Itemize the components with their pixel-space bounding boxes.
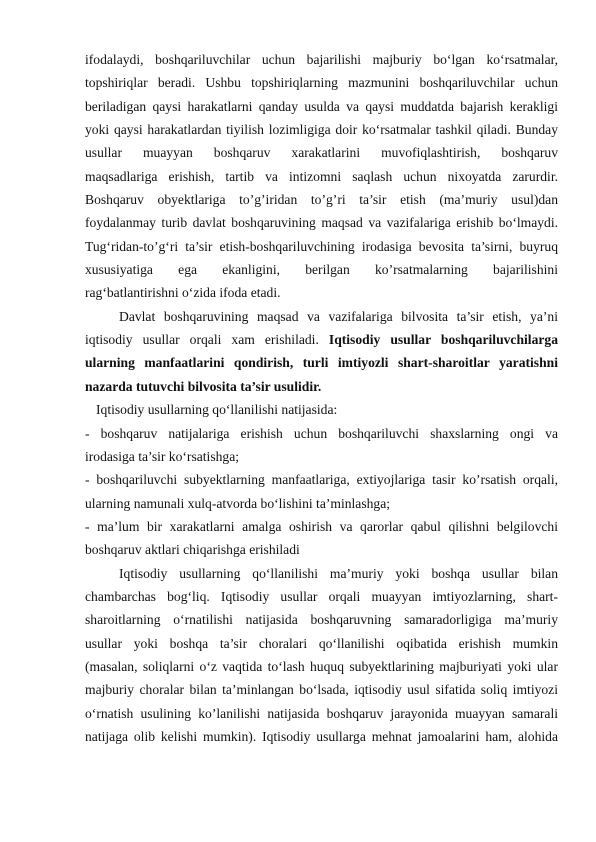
text-line: - ma’lum bir xarakatlarni amalga oshirish va qarorlar qabul qilishni belgilovchi [85,518,558,534]
text-line: Davlat boshqaruvining maqsad va vazifalariga bilvosita ta’sir etish, ya’ni [119,308,558,324]
text-line: majburiy choralar bilan ta’minlangan bo‘lsada, iqtisodiy usul sifatida soliq imtiyozi [85,682,558,698]
text-line: beriladigan qaysi harakatlarni qanday usulda va qaysi muddatda bajarish kerakligi [85,98,558,114]
text-line: o‘rnatish usulining ko’lanilishi natijasida boshqaruv jarayonida muayyan samarali [85,705,558,721]
text-segment: iqtisodiy usullar orqali xam erishiladi. [85,332,329,348]
text-line: (masalan, soliqlarni o‘z vaqtida to‘lash huquq subyektlarining majburiyati yoki ular [85,658,558,674]
text-line: maqsadlariga erishish, tartib va intizomni saqlash uchun nixoyatda zarurdir. [85,168,558,184]
document-page [85,48,558,748]
text-line: ifodalaydi, boshqariluvchilar uchun bajarilishi majburiy bo‘lgan ko‘rsatmalar, [85,52,558,67]
text-line: nazarda tutuvchi bilvosita ta’sir usulidir. [85,378,322,394]
text-line: Iqtisodiy usullarning qo‘llanilishi natijasida: [96,402,338,418]
text-line: foydalanmay turib davlat boshqaruvining maqsad va vazifalariga erishib bo‘lmaydi. [85,215,558,231]
text-line: irodasiga ta’sir ko‘rsatishga; [85,448,240,464]
text-line: yoki qaysi harakatlardan tiyilish lozimligiga doir ko‘rsatmalar tashkil qiladi. Bunday [85,122,558,138]
text-line: ularning namunali xulq-atvorda bo‘lishini ta’minlashga; [85,495,391,511]
text-line: natijaga olib kelishi mumkin). Iqtisodiy usullarga mehnat jamoalarini ham, alohida [85,728,558,744]
bold-text-segment: Iqtisodiy usullar boshqariluvchilarga [328,332,558,348]
text-line: chambarchas bog‘liq. Iqtisodiy usullar orqali muayyan imtiyozlarning, shart- [85,588,558,604]
text-line: Boshqaruv obyektlariga to’g’iridan to’g’ri ta’sir etish (ma’muriy usul)dan [85,192,558,208]
text-line: usullar yoki boshqa ta’sir choralari qo‘llanilishi oqibatida erishish mumkin [85,635,558,651]
text-line: - boshqariluvchi subyektlarning manfaatlariga, extiyojlariga tasir ko’rsatish orqali, [85,472,558,488]
text-line: - boshqaruv natijalariga erishish uchun boshqariluvchi shaxslarning ongi va [85,425,558,441]
text-line: xususiyatiga ega ekanligini, berilgan ko’rsatmalarning bajarilishini [85,262,558,278]
text-line: boshqaruv aktlari chiqarishga erishiladi [85,542,300,558]
text-line: topshiriqlar beradi. Ushbu topshiriqlarning mazmunini boshqariluvchilar uchun [85,75,558,91]
text-line: usullar muayyan boshqaruv xarakatlarini muvofiqlashtirish, boshqaruv [85,145,558,161]
text-line: rag‘batlantirishni o‘zida ifoda etadi. [85,285,281,301]
text-line: Tug‘ridan-to’g‘ri ta’sir etish-boshqariluvchining irodasiga bevosita ta’sirni, buyruq [85,238,558,254]
text-line: ularning manfaatlarini qondirish, turli imtiyozli shart-sharoitlar yaratishni [85,355,558,371]
text-line [85,328,558,351]
text-line: Iqtisodiy usullarning qo‘llanilishi ma’muriy yoki boshqa usullar bilan [119,565,558,581]
text-line: sharoitlarning o‘rnatilishi natijasida boshqaruvning samaradorligiga ma’muriy [85,612,558,628]
